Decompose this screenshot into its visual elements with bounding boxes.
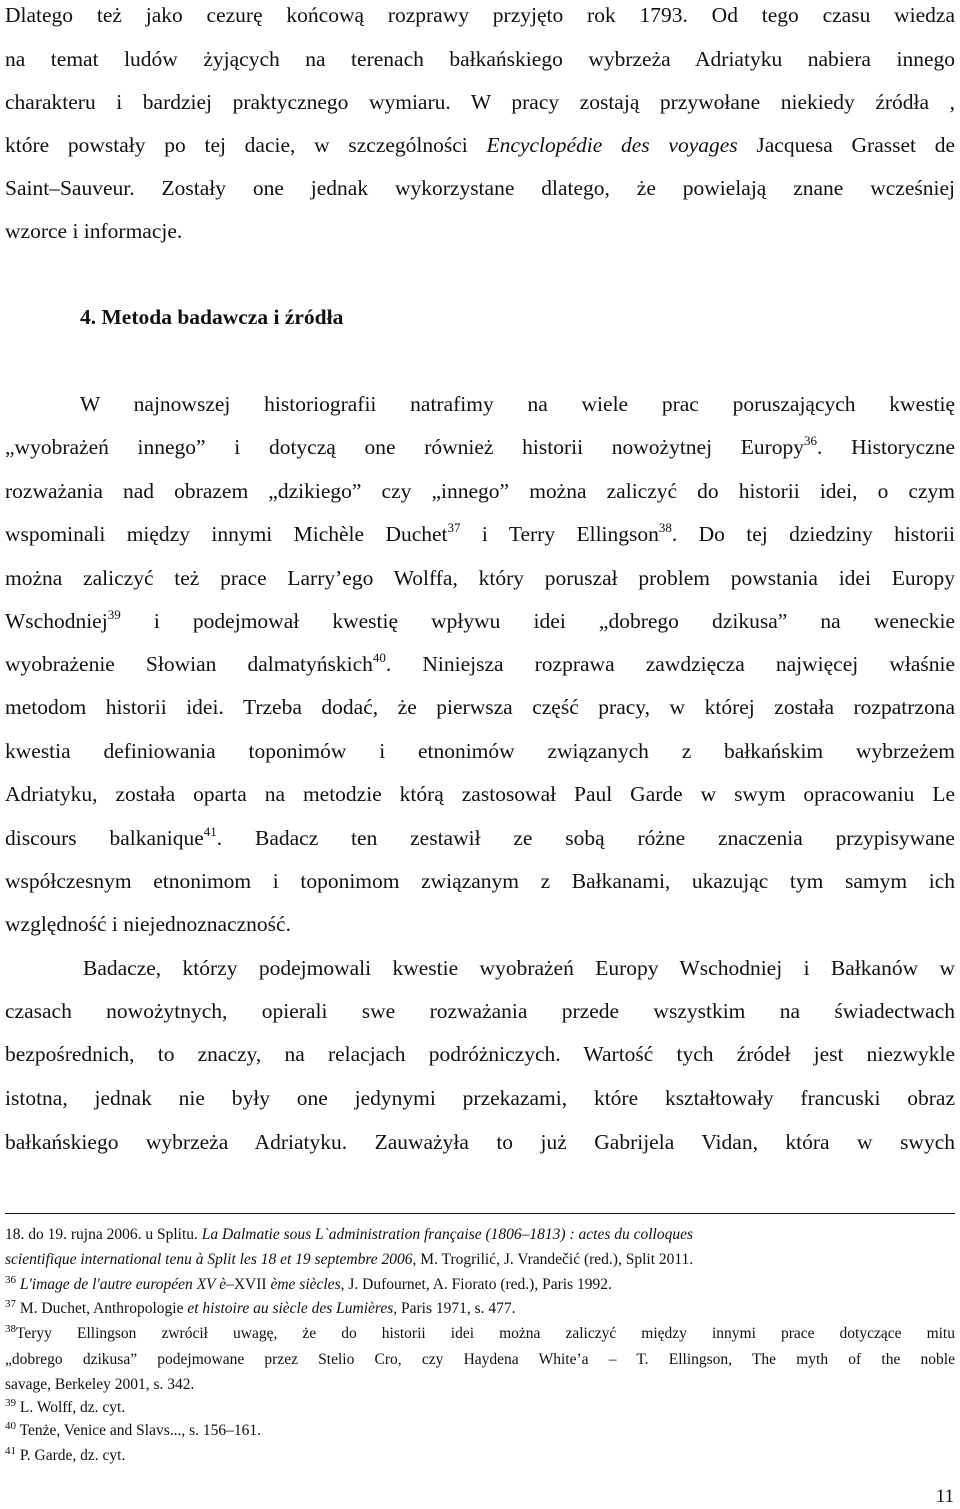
footnote-ref: 37 — [447, 520, 461, 535]
body-line: charakteru i bardziej praktycznego wymiaru. W pracy zostają przywołane niekiedy źródła , — [5, 90, 955, 114]
body-line: można zaliczyć też prace Larry’ego Wolffa, który poruszał problem powstania idei Europy — [5, 566, 955, 590]
footnote-39: $^{39}$ L. Wolff, dz. cyt. — [5, 1397, 126, 1416]
body-line: które powstały po tej dacie, w szczególności Encyclopédie des voyages Jacquesa Grasset de — [5, 133, 955, 157]
body-line: Wschodniej$^{39}$ i podejmował kwestię wpływu idei „dobrego dzikusa” na weneckie — [5, 607, 955, 633]
footnote-separator — [5, 1213, 955, 1214]
body-line: współczesnym etnonimom i toponimom związanym z Bałkanami, ukazując tym samym ich — [5, 869, 955, 893]
body-line: rozważania nad obrazem „dzikiego” czy „innego” można zaliczyć do historii idei, o czym — [5, 479, 955, 503]
body-line: W najnowszej historiografii natrafimy na wiele prac poruszających kwestię — [80, 392, 955, 416]
body-line: Saint–Sauveur. Zostały one jednak wykorzystane dlatego, że powielają znane wcześniej — [5, 176, 955, 200]
body-line: kwestia definiowania toponimów i etnonimów związanych z bałkańskim wybrzeżem — [5, 739, 955, 763]
body-line: czasach nowożytnych, opierali swe rozważania przede wszystkim na świadectwach — [5, 999, 955, 1023]
body-line: Adriatyku, została oparta na metodzie którą zastosował Paul Garde w swym opracowaniu Le — [5, 782, 955, 806]
body-line: na temat ludów żyjących na terenach bałkańskiego wybrzeża Adriatyku nabiera innego — [5, 47, 955, 71]
body-line: wspominali między innymi Michèle Duchet$^{37}$ i Terry Ellingson$^{38}$. Do tej dziedziny historii — [5, 520, 955, 546]
footnote-38: $^{38}$Teryy Ellingson zwrócił uwagę, że do historii idei można zaliczyć między innymi prace dotyczące mitu — [5, 1323, 955, 1342]
body-line: discours balkanique$^{41}$. Badacz ten zestawił ze sobą różne znaczenia przypisywane — [5, 824, 955, 850]
body-line: Dlatego też jako cezurę końcową rozprawy przyjęto rok 1793. Od tego czasu wiedza — [5, 3, 955, 27]
body-line: Badacze, którzy podejmowali kwestie wyobrażeń Europy Wschodniej i Bałkanów w — [83, 956, 955, 980]
section-heading: 4. Metoda badawcza i źródła — [80, 305, 344, 329]
footnote-ref: 41 — [203, 824, 217, 839]
footnote-37: $^{37}$ M. Duchet, Anthropologie et histoire au siècle des Lumières, Paris 1971, s. 477. — [5, 1298, 516, 1317]
body-line: istotna, jednak nie były one jedynymi przekazami, które kształtowały francuski obraz — [5, 1086, 955, 1110]
footnote-40: $^{40}$ Tenże, Venice and Slavs..., s. 156–161. — [5, 1420, 262, 1439]
footnote-ref: 39 — [107, 607, 121, 622]
body-line: „wyobrażeń innego” i dotyczą one również historii nowożytnej Europy$^{36}$. Historyczne — [5, 433, 955, 459]
footnote-line: 18. do 19. rujna 2006. u Splitu. La Dalmatie sous L`administration française (1806–1813) : actes du colloques — [5, 1226, 694, 1243]
body-line: wzorce i informacje. — [5, 219, 183, 243]
body-line: bałkańskiego wybrzeża Adriatyku. Zauważyła to już Gabrijela Vidan, która w swych — [5, 1130, 955, 1154]
footnote-line: „dobrego dzikusa” podejmowane przez Stelio Cro, czy Haydena White’a – T. Ellingson, The myth of the noble — [5, 1351, 955, 1368]
body-line: bezpośrednich, to znaczy, na relacjach podróżniczych. Wartość tych źródeł jest niezwykle — [5, 1042, 955, 1066]
body-line: wyobrażenie Słowian dalmatyńskich$^{40}$. Niniejsza rozprawa zawdzięcza najwięcej właśnie — [5, 650, 955, 676]
page-number: 11 — [935, 1486, 954, 1507]
footnote-41: $^{41}$ P. Garde, dz. cyt. — [5, 1445, 126, 1464]
footnote-ref: 40 — [372, 650, 386, 665]
italic-title: Encyclopédie des voyages — [486, 133, 738, 157]
body-line: względność i niejednoznaczność. — [5, 912, 291, 936]
body-line: metodom historii idei. Trzeba dodać, że pierwsza część pracy, w której została rozpatrzona — [5, 695, 955, 719]
footnote-line: scientifique international tenu à Split les 18 et 19 septembre 2006, M. Trogrilić, J. Vrandečić (red.), Split 2011. — [5, 1251, 694, 1268]
footnote-ref: 38 — [658, 520, 672, 535]
footnote-36: $^{36}$ L'image de l'autre européen XV è–XVII ème siècles, J. Dufournet, A. Fiorato (red.), Paris 1992. — [5, 1274, 612, 1293]
footnote-line: savage, Berkeley 2001, s. 342. — [5, 1376, 195, 1393]
footnote-ref: 36 — [804, 433, 818, 448]
